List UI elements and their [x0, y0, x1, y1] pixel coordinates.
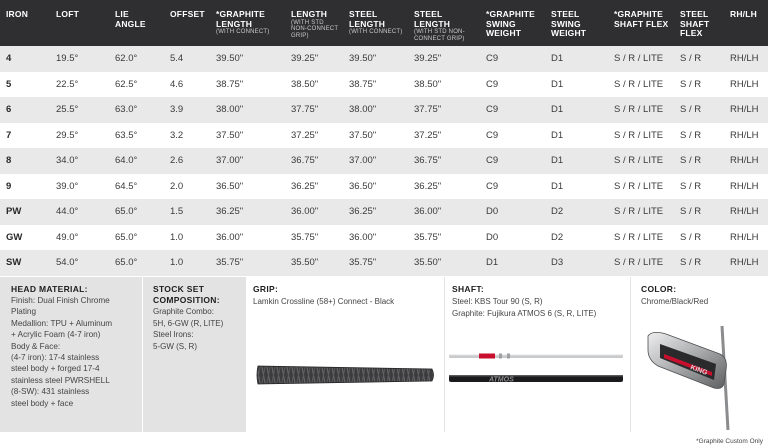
shaft-title: SHAFT: — [452, 284, 485, 294]
table-row — [0, 46, 768, 72]
cell-iron: 8 — [0, 148, 50, 174]
cell-iron: 6 — [0, 97, 50, 123]
footnote: *Graphite Custom Only — [696, 438, 763, 445]
shaft-image — [449, 344, 625, 392]
cell-steel-length-connect: 38.00" — [343, 97, 408, 123]
cell-length-std-grip: 39.25" — [285, 46, 343, 72]
cell-length-std-grip: 38.50" — [285, 72, 343, 98]
cell-steel-length-connect: 35.75" — [343, 250, 408, 276]
cell-steel-shaft-flex: S / R — [674, 148, 724, 174]
cell-steel-length-connect: 36.25" — [343, 199, 408, 225]
cell-lie-angle: 65.0° — [109, 199, 164, 225]
table-row — [0, 97, 768, 123]
table-row — [0, 174, 768, 200]
cell-steel-swing-weight: D1 — [545, 72, 608, 98]
header-offset: OFFSET — [164, 0, 210, 46]
cell-offset: 3.9 — [164, 97, 210, 123]
cell-length-std-grip: 36.00" — [285, 199, 343, 225]
cell-steel-length-connect: 39.50" — [343, 46, 408, 72]
cell-graphite-swing-weight: D0 — [480, 199, 545, 225]
cell-steel-swing-weight: D1 — [545, 174, 608, 200]
cell-graphite-length: 36.00" — [210, 225, 285, 251]
cell-offset: 2.0 — [164, 174, 210, 200]
cell-loft: 34.0° — [50, 148, 109, 174]
cell-offset: 1.0 — [164, 225, 210, 251]
cell-steel-shaft-flex: S / R — [674, 72, 724, 98]
cell-graphite-swing-weight: C9 — [480, 148, 545, 174]
cell-iron: SW — [0, 250, 50, 276]
cell-loft: 29.5° — [50, 123, 109, 149]
cell-hand: RH/LH — [724, 250, 768, 276]
cell-steel-shaft-flex: S / R — [674, 174, 724, 200]
cell-graphite-length: 38.00" — [210, 97, 285, 123]
header-graphite-swing-weight: *GRAPHITE SWING WEIGHT — [480, 0, 545, 46]
grip-panel — [246, 277, 444, 432]
table-row — [0, 225, 768, 251]
cell-graphite-shaft-flex: S / R / LITE — [608, 97, 674, 123]
cell-steel-length-connect: 38.75" — [343, 72, 408, 98]
cell-graphite-shaft-flex: S / R / LITE — [608, 123, 674, 149]
cell-lie-angle: 64.5° — [109, 174, 164, 200]
head-material-line: stainless steel PWRSHELL — [11, 375, 110, 385]
shaft-steel: Steel: KBS Tour 90 (S, R) — [452, 297, 543, 306]
cell-graphite-swing-weight: C9 — [480, 46, 545, 72]
cell-lie-angle: 63.5° — [109, 123, 164, 149]
cell-steel-length-connect: 36.50" — [343, 174, 408, 200]
table-row — [0, 72, 768, 98]
stock-set-panel — [142, 277, 246, 432]
table-header-row — [0, 0, 768, 46]
cell-steel-shaft-flex: S / R — [674, 46, 724, 72]
cell-length-std-grip: 37.25" — [285, 123, 343, 149]
cell-iron: 5 — [0, 72, 50, 98]
cell-hand: RH/LH — [724, 72, 768, 98]
header-lie-angle: LIE ANGLE — [109, 0, 164, 46]
cell-graphite-shaft-flex: S / R / LITE — [608, 199, 674, 225]
head-material-line: Finish: Dual Finish Chrome — [11, 296, 110, 305]
cell-iron: 9 — [0, 174, 50, 200]
club-head-image — [646, 320, 746, 432]
cell-graphite-shaft-flex: S / R / LITE — [608, 225, 674, 251]
cell-loft: 19.5° — [50, 46, 109, 72]
cell-graphite-length: 36.25" — [210, 199, 285, 225]
cell-hand: RH/LH — [724, 148, 768, 174]
cell-steel-length-std-grip: 39.25" — [408, 46, 480, 72]
cell-length-std-grip: 35.75" — [285, 225, 343, 251]
header-steel-shaft-flex: STEEL SHAFT FLEX — [674, 0, 724, 46]
grip-title: GRIP: — [253, 284, 279, 294]
cell-steel-length-std-grip: 36.25" — [408, 174, 480, 200]
table-row — [0, 148, 768, 174]
cell-graphite-swing-weight: D0 — [480, 225, 545, 251]
cell-graphite-length: 36.50" — [210, 174, 285, 200]
cell-steel-length-connect: 37.00" — [343, 148, 408, 174]
header-graphite-length: *GRAPHITE LENGTH (WITH CONNECT) — [210, 0, 285, 46]
header-length-std-grip: LENGTH (WITH STD NON-CONNECT GRIP) — [285, 0, 343, 46]
cell-iron: 4 — [0, 46, 50, 72]
cell-graphite-length: 38.75" — [210, 72, 285, 98]
cell-steel-shaft-flex: S / R — [674, 123, 724, 149]
cell-offset: 2.6 — [164, 148, 210, 174]
header-steel-length-std-grip: STEEL LENGTH (WITH STD NON-CONNECT GRIP) — [408, 0, 480, 46]
cell-graphite-swing-weight: C9 — [480, 72, 545, 98]
stock-set-title: STOCK SET — [153, 284, 205, 294]
cell-hand: RH/LH — [724, 123, 768, 149]
cell-hand: RH/LH — [724, 199, 768, 225]
club-brand-label: KING — [689, 364, 709, 377]
cell-steel-length-std-grip: 37.25" — [408, 123, 480, 149]
cell-graphite-shaft-flex: S / R / LITE — [608, 72, 674, 98]
cell-steel-length-connect: 36.00" — [343, 225, 408, 251]
cell-graphite-shaft-flex: S / R / LITE — [608, 250, 674, 276]
cell-loft: 49.0° — [50, 225, 109, 251]
cell-iron: 7 — [0, 123, 50, 149]
cell-steel-length-std-grip: 37.75" — [408, 97, 480, 123]
cell-graphite-swing-weight: C9 — [480, 123, 545, 149]
cell-graphite-swing-weight: C9 — [480, 97, 545, 123]
cell-loft: 25.5° — [50, 97, 109, 123]
cell-lie-angle: 62.5° — [109, 72, 164, 98]
cell-steel-swing-weight: D1 — [545, 46, 608, 72]
graphite-shaft — [449, 375, 623, 384]
cell-hand: RH/LH — [724, 174, 768, 200]
cell-graphite-shaft-flex: S / R / LITE — [608, 148, 674, 174]
head-material-panel — [0, 277, 142, 432]
cell-hand: RH/LH — [724, 97, 768, 123]
cell-offset: 4.6 — [164, 72, 210, 98]
head-material-line: + Acrylic Foam (4-7 iron) — [11, 330, 101, 340]
color-value: Chrome/Black/Red — [641, 297, 709, 306]
cell-steel-length-std-grip: 35.75" — [408, 225, 480, 251]
graphite-shaft-label: ATMOS — [489, 376, 514, 384]
cell-loft: 54.0° — [50, 250, 109, 276]
cell-loft: 22.5° — [50, 72, 109, 98]
cell-steel-length-connect: 37.50" — [343, 123, 408, 149]
cell-steel-length-std-grip: 38.50" — [408, 72, 480, 98]
cell-lie-angle: 64.0° — [109, 148, 164, 174]
cell-steel-swing-weight: D1 — [545, 148, 608, 174]
table-row — [0, 123, 768, 149]
color-title: COLOR: — [641, 284, 677, 294]
head-material-line: (4-7 iron): 17-4 stainless — [11, 353, 100, 363]
cell-loft: 44.0° — [50, 199, 109, 225]
head-material-line: Body & Face: — [11, 341, 61, 351]
header-steel-length-connect: STEEL LENGTH (WITH CONNECT) — [343, 0, 408, 46]
cell-iron: GW — [0, 225, 50, 251]
cell-offset: 1.5 — [164, 199, 210, 225]
cell-steel-length-std-grip: 36.75" — [408, 148, 480, 174]
cell-hand: RH/LH — [724, 46, 768, 72]
cell-length-std-grip: 35.50" — [285, 250, 343, 276]
cell-steel-shaft-flex: S / R — [674, 97, 724, 123]
cell-graphite-length: 39.50" — [210, 46, 285, 72]
grip-model: Lamkin Crossline (58+) Connect - Black — [253, 297, 395, 306]
cell-lie-angle: 65.0° — [109, 225, 164, 251]
cell-steel-swing-weight: D2 — [545, 225, 608, 251]
cell-graphite-swing-weight: D1 — [480, 250, 545, 276]
cell-graphite-swing-weight: C9 — [480, 174, 545, 200]
cell-steel-shaft-flex: S / R — [674, 225, 724, 251]
header-steel-swing-weight: STEEL SWING WEIGHT — [545, 0, 608, 46]
head-material-line: steel body + forged 17-4 — [11, 364, 100, 374]
cell-steel-swing-weight: D1 — [545, 97, 608, 123]
cell-graphite-length: 37.50" — [210, 123, 285, 149]
cell-iron: PW — [0, 199, 50, 225]
cell-steel-shaft-flex: S / R — [674, 250, 724, 276]
cell-steel-length-std-grip: 36.00" — [408, 199, 480, 225]
table-row — [0, 250, 768, 276]
grip-image — [256, 362, 436, 388]
cell-graphite-length: 37.00" — [210, 148, 285, 174]
cell-length-std-grip: 37.75" — [285, 97, 343, 123]
cell-offset: 1.0 — [164, 250, 210, 276]
cell-graphite-shaft-flex: S / R / LITE — [608, 46, 674, 72]
cell-hand: RH/LH — [724, 225, 768, 251]
shaft-graphite: Graphite: Fujikura ATMOS 6 (S, R, LITE) — [452, 308, 597, 318]
cell-length-std-grip: 36.75" — [285, 148, 343, 174]
head-material-title: HEAD MATERIAL: — [11, 284, 88, 294]
header-graphite-shaft-flex: *GRAPHITE SHAFT FLEX — [608, 0, 674, 46]
head-material-line: Medallion: TPU + Aluminum — [11, 318, 113, 328]
steel-shaft — [449, 354, 623, 359]
cell-steel-swing-weight: D1 — [545, 123, 608, 149]
stock-set-line: Graphite Combo: — [153, 307, 214, 316]
stock-set-line: 5H, 6-GW (R, LITE) — [153, 318, 224, 328]
cell-steel-swing-weight: D3 — [545, 250, 608, 276]
head-material-line: steel body + face — [11, 398, 74, 408]
cell-lie-angle: 62.0° — [109, 46, 164, 72]
stock-set-line: Steel Irons: — [153, 330, 194, 340]
stock-set-title: COMPOSITION: — [153, 295, 220, 305]
cell-lie-angle: 65.0° — [109, 250, 164, 276]
cell-graphite-length: 35.75" — [210, 250, 285, 276]
cell-lie-angle: 63.0° — [109, 97, 164, 123]
head-material-line: (8-SW): 431 stainless — [11, 387, 90, 397]
cell-offset: 5.4 — [164, 46, 210, 72]
table-row — [0, 199, 768, 225]
stock-set-line: 5-GW (S, R) — [153, 341, 197, 351]
cell-steel-length-std-grip: 35.50" — [408, 250, 480, 276]
header-hand: RH/LH — [724, 0, 768, 46]
cell-length-std-grip: 36.25" — [285, 174, 343, 200]
head-material-line: Plating — [11, 307, 37, 317]
cell-steel-shaft-flex: S / R — [674, 199, 724, 225]
cell-offset: 3.2 — [164, 123, 210, 149]
cell-steel-swing-weight: D2 — [545, 199, 608, 225]
cell-loft: 39.0° — [50, 174, 109, 200]
header-iron: IRON — [0, 0, 50, 46]
cell-graphite-shaft-flex: S / R / LITE — [608, 174, 674, 200]
header-loft: LOFT — [50, 0, 109, 46]
